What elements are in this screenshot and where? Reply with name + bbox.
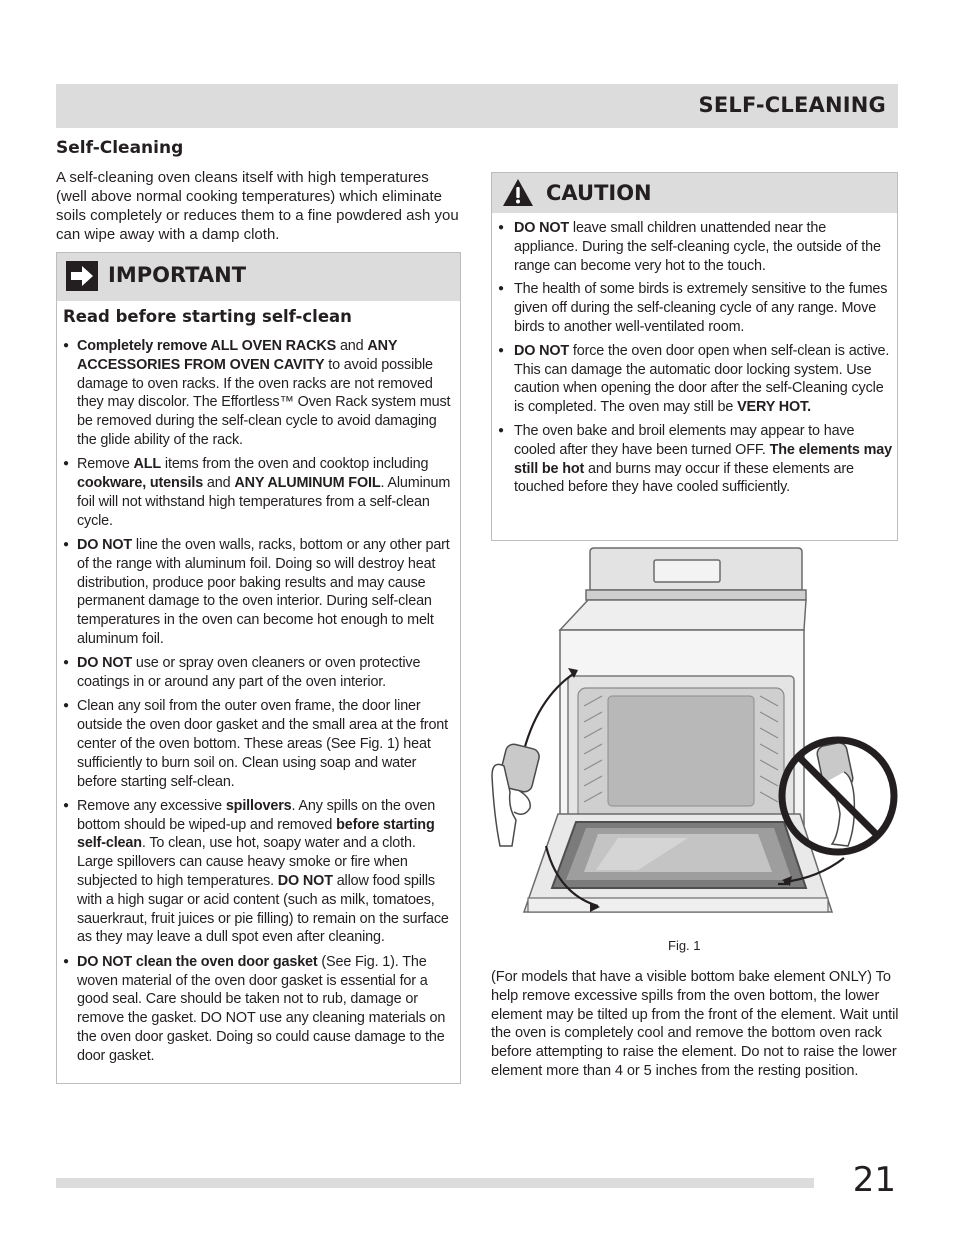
warning-triangle-icon	[502, 178, 534, 207]
caution-header	[492, 173, 897, 213]
important-header	[57, 253, 460, 301]
text: use or spray oven cleaners or oven protective coatings in or around any part of the oven interior.	[77, 655, 421, 691]
hand-sponge-left	[492, 743, 541, 846]
text: force the oven door open when self-clean is active. This can damage the automatic door locking system. Use caution when opening the door after the self-Cleaning cycle is completed. The oven may still be	[514, 342, 890, 416]
bold-text: cookware, utensils	[77, 475, 204, 492]
section-header-bar	[56, 84, 898, 128]
section-heading: Self-Cleaning	[56, 138, 184, 158]
text: . Aluminum foil will not withstand high temperatures from a self-clean cycle.	[77, 475, 451, 529]
bullet-item	[498, 422, 894, 497]
text: The health of some birds is extremely sensitive to the fumes given off during the self-cleaning cycle of any range. Move birds to another well-ventilated room.	[514, 281, 888, 335]
bullet-item	[63, 797, 455, 947]
bullet-item	[498, 219, 894, 275]
text: line the oven walls, racks, bottom or any other part of the range with aluminum foil. Doing so will destroy heat distribution, produce poor baking results and may cause permanent damage to the oven interior. During self-clean temperatures in the oven can become hot enough to melt aluminum foil.	[77, 536, 450, 647]
text: (See Fig. 1). The woven material of the oven door gasket is essential for a good seal. Care should be taken not to rub, damage or remove the gasket. DO NOT use any cleaning materials on the oven door gasket. Doing so could cause damage to the door gasket.	[77, 953, 446, 1064]
intro-paragraph: A self-cleaning oven cleans itself with high temperatures (well above normal cooking temperatures) which eliminate soils completely or reduces them to a fine powdered ash you can wipe away with a damp cloth.	[56, 169, 459, 243]
footer-bar	[56, 1178, 814, 1188]
bullet-item	[63, 953, 455, 1066]
bold-text: ANY ACCESSORIES FROM OVEN CAVITY	[77, 338, 398, 373]
bold-text: VERY HOT.	[737, 399, 811, 416]
caution-list	[498, 219, 894, 502]
text: Remove any excessive	[77, 797, 226, 814]
bold-text: DO NOT	[77, 536, 133, 553]
figure-caption: Fig. 1	[668, 938, 701, 953]
page-number: 21	[852, 1160, 896, 1200]
bold-text: DO NOT	[514, 342, 570, 359]
text: items from the oven and cooktop including	[161, 456, 429, 473]
text: The oven bake and broil elements may appear to have cooled after they have been turned OFF.	[514, 422, 855, 458]
bullet-item	[498, 280, 894, 336]
arrow-right-icon	[66, 261, 98, 291]
bold-text: Completely remove ALL OVEN RACKS	[77, 338, 337, 354]
text: . To clean, use hot, soapy water and a cloth. Large spillovers can cause heavy smoke or fire when subjected to high temperatures.	[77, 835, 416, 890]
bold-text: DO NOT	[277, 873, 333, 890]
bullet-item	[63, 337, 455, 450]
text: Clean any soil from the outer oven frame, the door liner outside the oven door gasket and the small area at the front center of the oven bottom. These areas (See Fig. 1) heat sufficiently to burn soil on. Clean using soap and water before starting self-clean.	[77, 698, 448, 790]
bold-text: before starting self-clean	[77, 816, 435, 852]
bottom-paragraph: (For models that have a visible bottom bake element ONLY) To help remove excessive spills from the oven bottom, the lower element may be tilted up from the front of the element. Wait until the oven is completely cool and remove the bottom oven rack before attempting to raise the element. Do not to raise the lower element more than 4 or 5 inches from the resting position.	[491, 969, 899, 1079]
bold-text: spillovers	[225, 797, 292, 814]
important-subtitle: Read before starting self-clean	[63, 307, 352, 326]
bullet-item	[63, 697, 455, 791]
important-title: IMPORTANT	[108, 263, 247, 287]
bullet-item	[63, 536, 455, 649]
important-list	[63, 337, 455, 1071]
text: . Any spills on the oven bottom should be wiped-up and removed	[77, 797, 436, 833]
bold-text: DO NOT clean the oven door gasket	[77, 953, 318, 970]
bold-text: DO NOT	[514, 220, 570, 236]
caution-title: CAUTION	[546, 181, 652, 205]
bullet-item	[498, 342, 894, 417]
text: and burns may occur if these elements are touched before they have cooled sufficiently.	[514, 460, 854, 496]
oven-figure	[488, 546, 900, 922]
bold-text: DO NOT	[77, 655, 133, 672]
section-header-title: SELF-CLEANING	[698, 93, 886, 117]
text: Remove	[77, 456, 134, 473]
oven-illustration	[488, 546, 900, 922]
bold-text: The elements may still be hot	[514, 441, 892, 477]
text: to avoid possible damage to oven racks. If the oven racks are not removed they may discolor. The Effortless™ Oven Rack system must be removed during the self-clean cycle to avoid damaging the glide ability of the rack.	[77, 356, 451, 448]
bold-text: ALL	[133, 456, 162, 473]
important-box	[56, 252, 461, 1084]
text: allow food spills with a high sugar or acid content (such as milk, tomatoes, sauerkraut, fruit juices or pie filling) to remain on the surface as they may leave a dull spot even after cleaning.	[77, 873, 449, 946]
bullet-item	[63, 455, 455, 530]
bold-text: ANY ALUMINUM FOIL	[234, 475, 381, 492]
text: and	[336, 338, 368, 354]
caution-box	[491, 172, 898, 541]
text: leave small children unattended near the appliance. During the self-cleaning cycle, the outside of the range can become very hot to the touch.	[514, 220, 881, 274]
bullet-item	[63, 654, 455, 692]
text: and	[203, 475, 235, 492]
